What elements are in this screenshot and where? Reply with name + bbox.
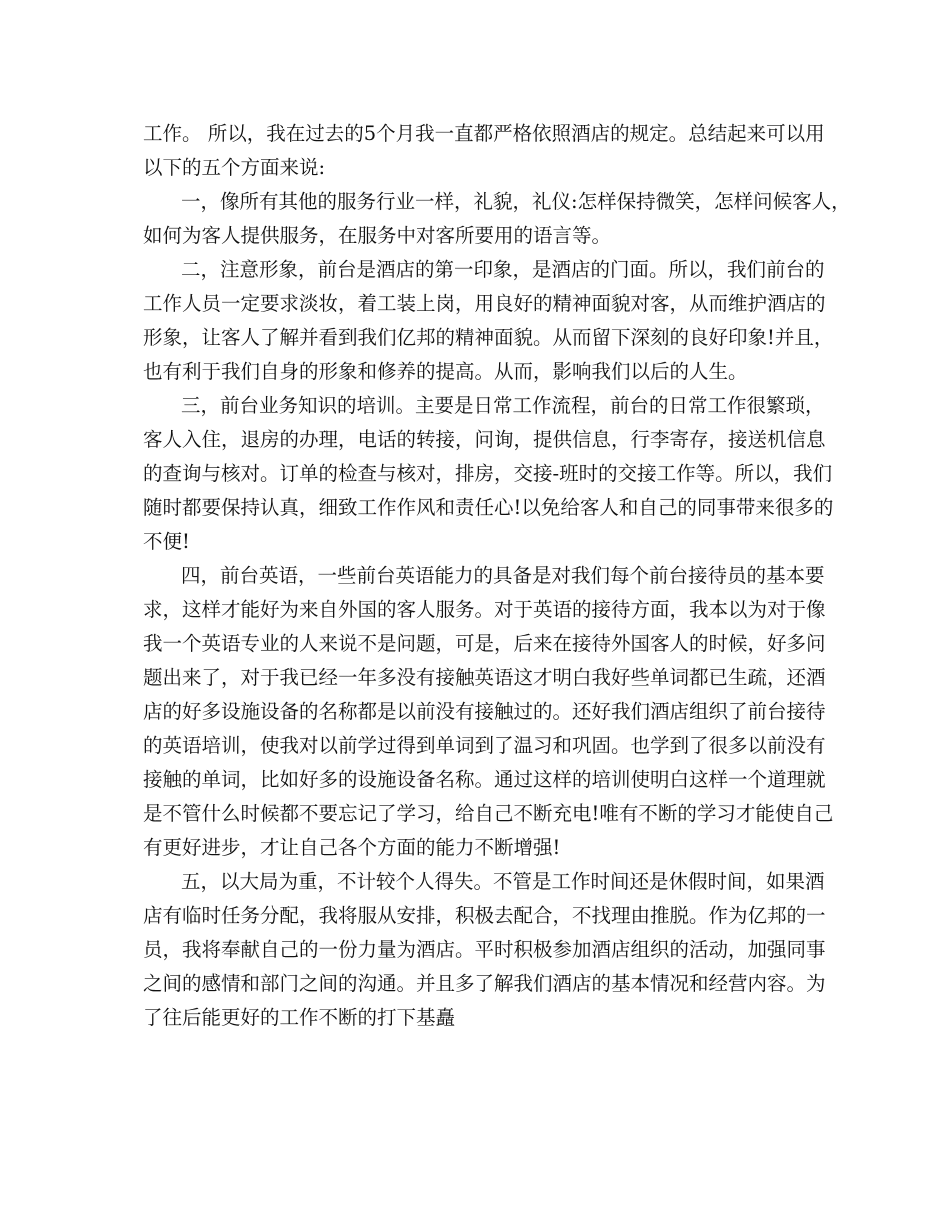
text-line: 题出来了，对于我已经一年多没有接触英语这才明白我好些单词都已生疏，还酒 — [143, 666, 826, 689]
text-line: 有更好进步，才让自己各个方面的能力不断增强! — [143, 836, 561, 859]
text-line: 也有利于我们自身的形象和修养的提高。从而，影响我们以后的人生。 — [143, 360, 748, 383]
text-line: 二，注意形象，前台是酒店的第一印象，是酒店的门面。所以，我们前台的 — [181, 258, 825, 281]
text-line: 之间的感情和部门之间的沟通。并且多了解我们酒店的基本情况和经营内容。为 — [143, 972, 826, 995]
text-line: 的英语培训，使我对以前学过得到单词到了温习和巩固。也学到了很多以前没有 — [143, 734, 826, 757]
text-line: 了往后能更好的工作不断的打下基矗 — [143, 1006, 456, 1029]
text-line: 随时都要保持认真，细致工作作风和责任心!以免给客人和自己的同事带来很多的 — [143, 496, 834, 519]
text-line: 以下的五个方面来说: — [143, 156, 326, 179]
document-body — [143, 117, 851, 1035]
text-line: 接触的单词，比如好多的设施设备名称。通过这样的培训使明白这样一个道理就 — [143, 768, 826, 791]
text-line: 五，以大局为重，不计较个人得失。不管是工作时间还是休假时间，如果酒 — [181, 870, 825, 893]
text-line: 我一个英语专业的人来说不是问题，可是，后来在接待外国客人的时候，好多问 — [143, 632, 826, 655]
text-line: 三，前台业务知识的培训。主要是日常工作流程，前台的日常工作很繁琐， — [181, 394, 825, 417]
text-line: 一，像所有其他的服务行业一样，礼貌，礼仪:怎样保持微笑，怎样问候客人， — [181, 190, 851, 213]
text-line: 员，我将奉献自己的一份力量为酒店。平时积极参加酒店组织的活动，加强同事 — [143, 938, 826, 961]
text-line: 如何为客人提供服务，在服务中对客所要用的语言等。 — [143, 224, 612, 247]
text-line: 形象，让客人了解并看到我们亿邦的精神面貌。从而留下深刻的良好印象!并且， — [143, 326, 834, 349]
text-line: 求，这样才能好为来自外国的客人服务。对于英语的接待方面，我本以为对于像 — [143, 598, 826, 621]
text-line: 店有临时任务分配，我将服从安排，积极去配合，不找理由推脱。作为亿邦的一 — [143, 904, 826, 927]
text-line: 店的好多设施设备的名称都是以前没有接触过的。还好我们酒店组织了前台接待 — [143, 700, 826, 723]
text-line: 不便! — [143, 530, 190, 553]
text-line: 客人入住，退房的办理，电话的转接，问询，提供信息，行李寄存，接送机信息 — [143, 428, 826, 451]
text-line: 工作。 所以，我在过去的5个月我一直都严格依照酒店的规定。总结起来可以用 — [143, 122, 825, 145]
text-line: 是不管什么时候都不要忘记了学习，给自己不断充电!唯有不断的学习才能使自己 — [143, 802, 834, 825]
text-line: 的查询与核对。订单的检查与核对，排房，交接-班时的交接工作等。所以，我们 — [143, 462, 833, 485]
text-line: 四，前台英语，一些前台英语能力的具备是对我们每个前台接待员的基本要 — [181, 564, 825, 587]
text-line: 工作人员一定要求淡妆，着工装上岗，用良好的精神面貌对客，从而维护酒店的 — [143, 292, 826, 315]
